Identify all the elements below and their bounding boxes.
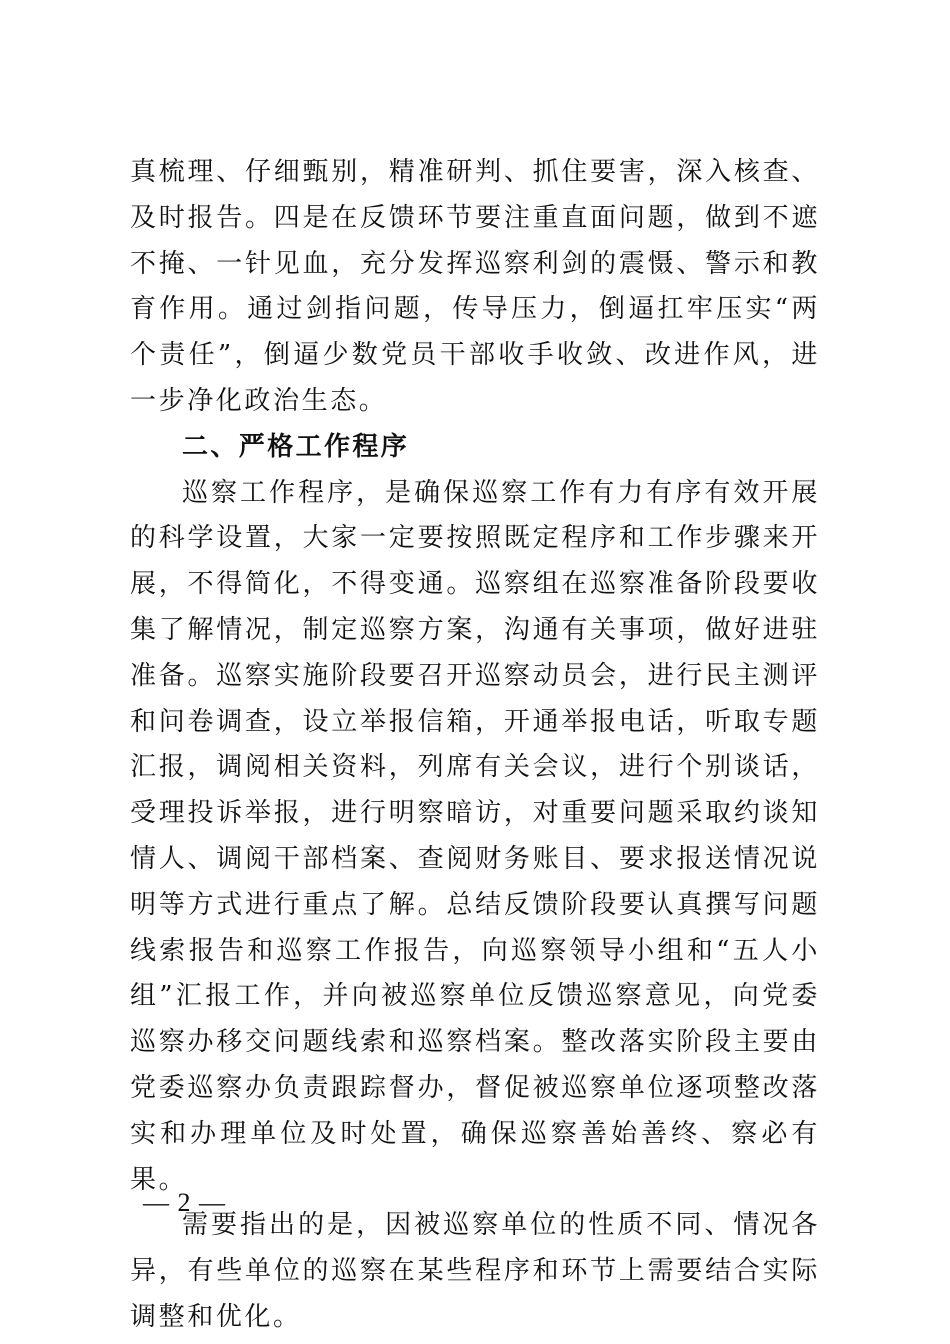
section-heading: 二、严格工作程序: [182, 431, 410, 462]
paragraph-work-procedure: 巡察工作程序，是确保巡察工作有力有序有效开展的科学设置，大家一定要按照既定程序和工作步骤来开展，不得简化，不得变通。巡察组在巡察准备阶段要收集了解情况，制定巡察方案，沟通有关事项，做好进驻准备。巡察实施阶段要召开巡察动员会，进行民主测评和问卷调查，设立举报信箱，开通举报电话，听取专题汇报，调阅相关资料，列席有关会议，进行个别谈话，受理投诉举报，进行明察暗访，对重要问题采取约谈知情人、调阅干部档案、查阅财务账目、要求报送情况说明等方式进行重点了解。总结反馈阶段要认真撰写问题线索报告和巡察工作报告，向巡察领导小组和“五人小组”汇报工作，并向被巡察单位反馈巡察意见，向党委巡察办移交问题线索和巡察档案。整改落实阶段主要由党委巡察办负责跟踪督办，督促被巡察单位逐项整改落实和办理单位及时处置，确保巡察善始善终、察必有果。: [130, 477, 820, 1195]
paragraph-note: 需要指出的是，因被巡察单位的性质不同、情况各异，有些单位的巡察在某些程序和环节上需要结合实际调整和优化。: [130, 1210, 820, 1332]
paragraph-continued: 真梳理、仔细甄别，精准研判、抓住要害，深入核查、及时报告。四是在反馈环节要注重直面问题，做到不遮不掩、一针见血，充分发挥巡察利剑的震慑、警示和教育作用。通过剑指问题，传导压力，倒逼扛牢压实“两个责任”，倒逼少数党员干部收手收敛、改进作风，进一步净化政治生态。: [130, 157, 820, 416]
page-number: — 2 —: [143, 1188, 226, 1217]
document-body: [130, 150, 820, 1341]
